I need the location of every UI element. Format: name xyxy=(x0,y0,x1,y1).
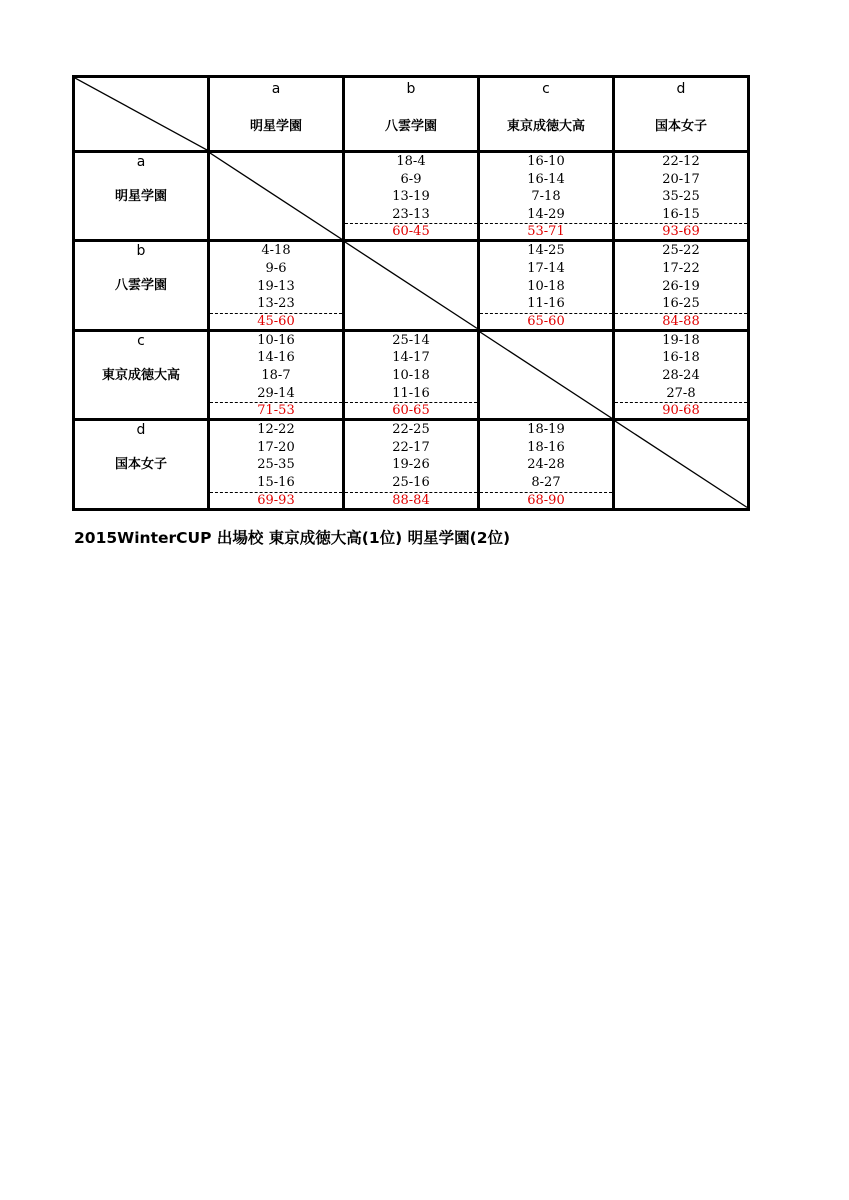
self-match-cell xyxy=(479,330,614,419)
column-header-letter: c xyxy=(542,81,550,97)
quarter-score: 18-7 xyxy=(261,367,291,383)
quarter-score: 16-18 xyxy=(662,350,700,366)
quarter-scores xyxy=(345,153,477,239)
row-header-c xyxy=(74,330,209,419)
column-header-a xyxy=(209,77,344,152)
quarter-score: 14-16 xyxy=(257,350,295,366)
match-cell-b-vs-d xyxy=(614,241,749,330)
total-score: 69-93 xyxy=(210,492,342,508)
total-score: 93-69 xyxy=(615,223,747,239)
quarter-score: 18-16 xyxy=(527,439,565,455)
quarter-score: 16-14 xyxy=(527,171,565,187)
total-score: 45-60 xyxy=(210,313,342,329)
quarter-score: 8-27 xyxy=(531,474,561,490)
diagonal-line xyxy=(345,242,477,328)
header-row xyxy=(74,77,749,152)
total-score: 90-68 xyxy=(615,402,747,418)
team-row-d xyxy=(74,420,749,509)
quarter-score: 18-4 xyxy=(396,154,426,169)
quarter-score: 10-16 xyxy=(257,332,295,348)
quarter-score: 22-12 xyxy=(662,154,700,169)
quarter-score: 11-16 xyxy=(392,385,430,401)
total-score: 60-45 xyxy=(345,223,477,239)
column-header-team: 東京成徳大高 xyxy=(506,119,585,134)
quarter-score: 10-18 xyxy=(392,367,430,383)
total-score: 88-84 xyxy=(345,492,477,508)
column-header-d xyxy=(614,77,749,152)
quarter-score: 20-17 xyxy=(662,171,700,187)
quarter-score: 25-22 xyxy=(662,243,700,259)
quarter-score: 25-14 xyxy=(392,332,430,348)
quarter-score: 23-13 xyxy=(392,206,430,222)
row-header-b xyxy=(74,241,209,330)
quarter-score: 16-25 xyxy=(662,296,700,312)
quarter-score: 22-17 xyxy=(392,439,430,455)
quarter-score: 13-19 xyxy=(392,189,430,205)
corner-cell xyxy=(74,77,209,152)
quarter-score: 6-9 xyxy=(400,171,422,187)
self-match-cell xyxy=(209,152,344,241)
row-header-letter: c xyxy=(137,332,145,349)
quarter-score: 12-22 xyxy=(257,422,295,438)
quarter-score: 19-18 xyxy=(662,332,700,348)
quarter-scores xyxy=(480,421,612,507)
quarter-scores xyxy=(615,242,747,328)
row-header-letter: d xyxy=(136,422,146,439)
quarter-scores xyxy=(210,421,342,507)
quarter-score: 26-19 xyxy=(662,278,700,294)
quarter-score: 14-25 xyxy=(527,243,565,259)
quarter-scores xyxy=(480,153,612,239)
match-cell-d-vs-c xyxy=(479,420,614,509)
quarter-score: 17-20 xyxy=(257,439,295,455)
match-cell-c-vs-b xyxy=(344,330,479,419)
row-header-letter: b xyxy=(136,243,146,260)
quarter-score: 10-18 xyxy=(527,278,565,294)
column-header-letter: b xyxy=(406,81,416,97)
row-header-d xyxy=(74,420,209,509)
quarter-scores xyxy=(480,242,612,328)
match-cell-c-vs-a xyxy=(209,330,344,419)
match-cell-b-vs-a xyxy=(209,241,344,330)
quarter-score: 14-17 xyxy=(392,350,430,366)
match-cell-b-vs-c xyxy=(479,241,614,330)
quarter-score: 16-15 xyxy=(662,206,700,222)
quarter-score: 24-28 xyxy=(527,457,565,473)
quarter-scores xyxy=(615,153,747,239)
diagonal-line xyxy=(615,421,747,507)
diagonal-line xyxy=(210,153,342,239)
match-cell-c-vs-d xyxy=(614,330,749,419)
quarter-score: 17-14 xyxy=(527,260,565,276)
quarter-scores xyxy=(615,332,747,418)
quarter-score: 27-8 xyxy=(666,385,696,401)
quarter-score: 14-29 xyxy=(527,206,565,222)
corner-diagonal xyxy=(75,78,207,150)
total-score: 60-65 xyxy=(345,402,477,418)
row-header-team: 国本女子 xyxy=(114,457,167,473)
quarter-score: 15-16 xyxy=(257,474,295,490)
quarter-score: 29-14 xyxy=(257,385,295,401)
self-match-cell xyxy=(614,420,749,509)
total-score: 65-60 xyxy=(480,313,612,329)
quarter-score: 4-18 xyxy=(261,243,291,259)
quarter-scores xyxy=(210,332,342,418)
team-row-a xyxy=(74,152,749,241)
total-score: 68-90 xyxy=(480,492,612,508)
column-header-team: 国本女子 xyxy=(654,119,707,134)
total-score: 53-71 xyxy=(480,223,612,239)
quarter-score: 25-16 xyxy=(392,474,430,490)
quarter-score: 17-22 xyxy=(662,260,700,276)
diagonal-line xyxy=(480,332,612,418)
row-header-team: 明星学園 xyxy=(114,189,167,204)
column-header-letter: a xyxy=(271,81,281,97)
total-score: 71-53 xyxy=(210,402,342,418)
quarter-score: 7-18 xyxy=(531,189,561,205)
row-header-team: 東京成徳大高 xyxy=(101,367,180,383)
quarter-score: 16-10 xyxy=(527,154,565,169)
quarter-score: 9-6 xyxy=(265,260,287,276)
match-cell-a-vs-b xyxy=(344,152,479,241)
column-header-team: 八雲学園 xyxy=(384,119,437,134)
quarter-score: 22-25 xyxy=(392,422,430,438)
row-header-a xyxy=(74,152,209,241)
column-header-c xyxy=(479,77,614,152)
quarter-score: 19-13 xyxy=(257,278,295,294)
tournament-caption: 2015WinterCUP 出場校 東京成徳大高(1位) 明星学園(2位) xyxy=(74,529,511,547)
team-row-b xyxy=(74,241,749,330)
match-cell-d-vs-a xyxy=(209,420,344,509)
column-header-letter: d xyxy=(676,81,686,97)
match-cell-d-vs-b xyxy=(344,420,479,509)
team-row-c xyxy=(74,330,749,419)
quarter-scores xyxy=(345,332,477,418)
quarter-score: 11-16 xyxy=(527,296,565,312)
quarter-scores xyxy=(210,242,342,328)
column-header-b xyxy=(344,77,479,152)
row-header-team: 八雲学園 xyxy=(114,278,167,294)
quarter-score: 18-19 xyxy=(527,422,565,438)
quarter-score: 35-25 xyxy=(662,189,700,205)
quarter-score: 19-26 xyxy=(392,457,430,473)
league-results-table xyxy=(72,75,750,511)
match-cell-a-vs-d xyxy=(614,152,749,241)
match-cell-a-vs-c xyxy=(479,152,614,241)
row-header-letter: a xyxy=(136,154,146,170)
column-header-team: 明星学園 xyxy=(249,119,302,134)
total-score: 84-88 xyxy=(615,313,747,329)
quarter-scores xyxy=(345,421,477,507)
self-match-cell xyxy=(344,241,479,330)
quarter-score: 13-23 xyxy=(257,296,295,312)
quarter-score: 28-24 xyxy=(662,367,700,383)
quarter-score: 25-35 xyxy=(257,457,295,473)
